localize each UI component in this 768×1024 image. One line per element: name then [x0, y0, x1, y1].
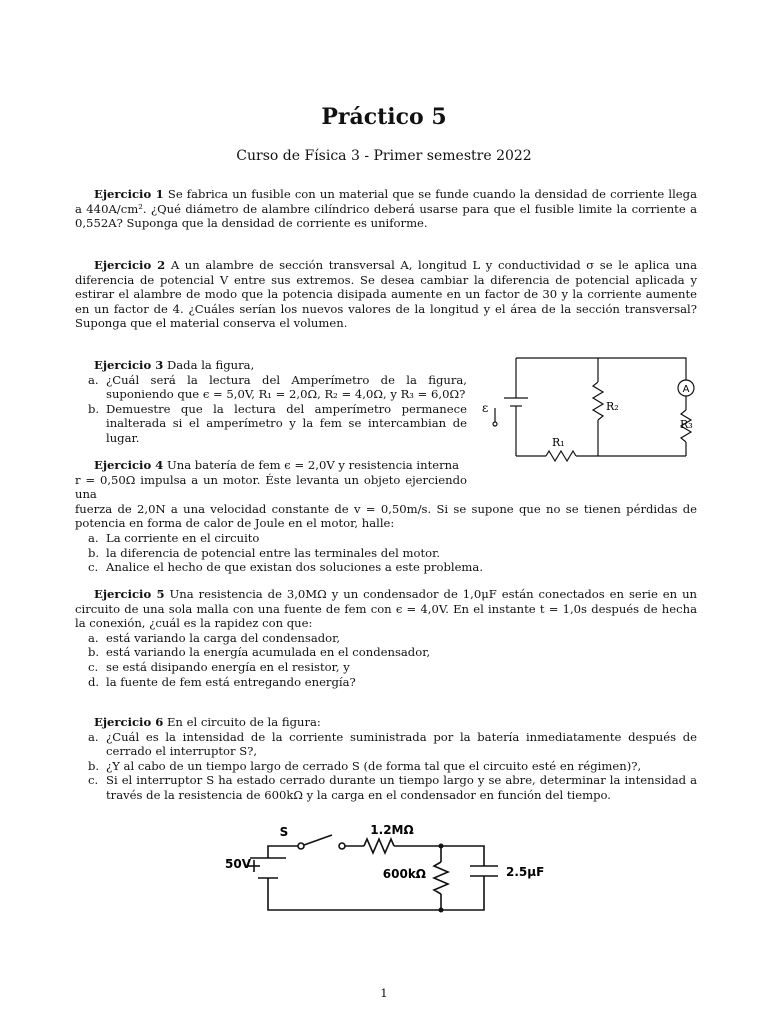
exercise-6-items — [75, 730, 697, 803]
list-item: a. La corriente en el circuito — [88, 530, 260, 545]
list-item: b. la diferencia de potencial entre las terminales del motor. — [88, 545, 441, 560]
exercise-2-label: Ejercicio 2 — [94, 258, 166, 272]
exercise-3-label: Ejercicio 3 — [94, 358, 164, 372]
exercise-1-text: Se fabrica un fusible con un material que se funde cuando la densidad de corriente llega a 440A/cm². ¿Qué diámetro de alambre cilíndrico deberá usarse para que el fusible limite la corriente a 0,552A? Suponga que la densidad de corriente es uniforme. — [75, 187, 698, 231]
list-item: a. ¿Cuál será la lectura del Amperímetro de la figura, suponiendo que ϵ = 5,0V, R₁ = 2,0Ω, R₂ = 4,0Ω, y R₃ = 6,0Ω? — [88, 372, 467, 402]
exercise-4-text-3: fuerza de 2,0N a una velocidad constante de v = 0,50m/s. Si se supone que no se tienen pérdidas de potencia en forma de calor de Joule en el motor, halle: — [75, 501, 697, 531]
exercise-5-items — [75, 631, 697, 689]
list-item: b. ¿Y al cabo de un tiempo largo de cerrado S (de forma tal que el circuito esté en régimen)?, — [88, 758, 642, 773]
switch-contact-left — [298, 843, 304, 849]
wire-top — [516, 358, 686, 380]
list-item: d. la fuente de fem está entregando energía? — [88, 674, 356, 689]
list-item: a. ¿Cuál es la intensidad de la corriente suministrada por la batería inmediatamente después de cerrado el interruptor S?, — [88, 729, 697, 759]
switch-label: S — [279, 825, 289, 839]
list-item: a. está variando la carga del condensador, — [88, 630, 341, 645]
wire-bottom — [268, 876, 484, 910]
battery-label: 50V — [225, 857, 251, 871]
r3-label: R₃ — [680, 418, 693, 431]
exercise-1 — [75, 187, 697, 231]
exercise-2 — [75, 258, 697, 331]
exercise-4-label: Ejercicio 4 — [94, 458, 164, 472]
capacitor-label: 2.5μF — [506, 865, 545, 879]
r1-label: R₁ — [552, 436, 565, 449]
exercise-5 — [75, 587, 697, 689]
junction-dot — [439, 844, 444, 849]
resistor-1200k-zigzag — [364, 839, 394, 853]
list-item: c. Analice el hecho de que existan dos soluciones a este problema. — [88, 560, 484, 575]
switch-contact-right — [339, 843, 345, 849]
ammeter-label: A — [682, 384, 690, 395]
exercise-6-text: En el circuito de la figura: — [166, 715, 321, 729]
exercise-6 — [75, 715, 697, 803]
exercise-4-text-2: r = 0,50Ω impulsa a un motor. Éste levanta un objeto ejerciendo una — [75, 472, 467, 502]
circuit-figure-1 — [476, 352, 710, 464]
exercise-5-label: Ejercicio 5 — [94, 587, 165, 601]
list-item: c. se está disipando energía en el resistor, y — [88, 659, 350, 674]
page-number: 1 — [380, 986, 388, 1000]
page-subtitle: Curso de Física 3 - Primer semestre 2022 — [236, 148, 532, 164]
exercise-4 — [75, 458, 697, 575]
exercise-4-text-1: Una batería de fem ϵ = 2,0V y resistencia interna — [166, 458, 460, 472]
exercise-3-items — [75, 373, 467, 446]
page-title: Práctico 5 — [321, 104, 447, 130]
list-item: c. Si el interruptor S ha estado cerrado durante un tiempo largo y se abre, determinar la intensidad a través de la resistencia de 600kΩ y la carga en el condensador en función del tiempo. — [88, 773, 697, 802]
exercise-4-items — [75, 531, 697, 575]
resistor-600k-label: 600kΩ — [382, 867, 426, 881]
circuit-figure-2 — [220, 818, 560, 918]
emf-label: ε — [482, 401, 489, 415]
exercise-5-text: Una resistencia de 3,0MΩ y un condensador de 1,0μF están conectados en serie en un circuito de una sola malla con una fuente de fem con ϵ = 4,0V. En el instante t = 1,0s después de hecha la conexión, ¿cuál es la rapidez con que: — [75, 587, 698, 631]
exercise-6-label: Ejercicio 6 — [94, 715, 164, 729]
list-item: b. Demuestre que la lectura del amperímetro permanece inalterada si el amperímetro y la fem se intercambian de lugar. — [88, 401, 467, 445]
exercise-2-text: A un alambre de sección transversal A, longitud L y conductividad σ se le aplica una diferencia de potencial V entre sus extremos. Se desea cambiar la diferencia de potencial aplicada y estirar el alambre de modo que la potencia disipada aumente en un factor de 30 y la corriente aumente en un factor de 4. ¿Cuáles serían los nuevos valores de la longitud y el área de la sección transversal? Suponga que el material conserva el volumen. — [75, 258, 697, 331]
exercise-3-text: Dada la figura, — [166, 358, 255, 372]
switch-blade — [304, 835, 332, 845]
resistor-r2-zigzag — [593, 382, 603, 420]
wire-top-left — [268, 846, 298, 858]
exercise-1-label: Ejercicio 1 — [94, 187, 164, 201]
junction-dot — [439, 908, 444, 913]
r2-label: R₂ — [606, 400, 619, 413]
list-item: b. está variando la energía acumulada en el condensador, — [88, 645, 431, 660]
resistor-600k-zigzag — [434, 862, 448, 894]
exercise-3 — [75, 358, 467, 446]
resistor-1200k-label: 1.2MΩ — [370, 823, 414, 837]
